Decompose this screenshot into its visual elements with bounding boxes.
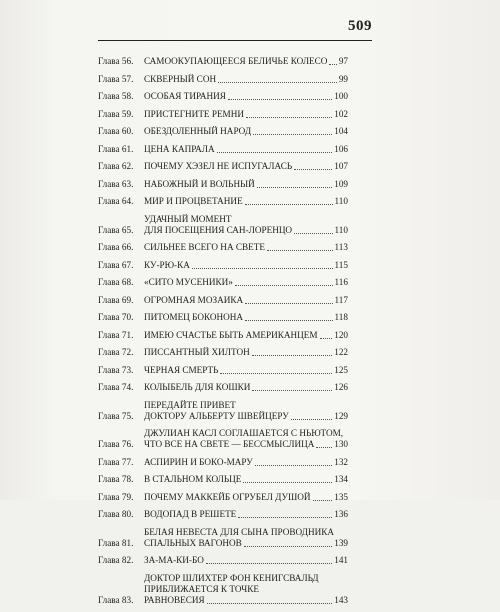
page-ref: 125 [334, 364, 348, 375]
chapter-label [98, 225, 144, 236]
dot-leader [245, 204, 333, 205]
chapter-label [98, 330, 144, 341]
toc-entry [98, 527, 348, 549]
page-ref: 110 [334, 224, 348, 235]
chapter-number: 62. [121, 161, 134, 171]
chapter-title: СИЛЬНЕЕ ВСЕГО НА СВЕТЕ [144, 242, 265, 252]
chapter-title: ЦЕНА КАПРАЛА [144, 143, 215, 154]
chapter-title: ПОЧЕМУ ХЭЗЕЛ НЕ ИСПУГАЛАСЬ [144, 161, 293, 171]
chapter-number: 58. [121, 91, 134, 101]
toc-entry [98, 144, 348, 155]
toc-entry [98, 400, 348, 422]
chapter-number: 73. [121, 364, 134, 375]
chapter-title: АСПИРИН И БОКО-МАРУ [144, 456, 253, 467]
page-ref: 113 [334, 242, 348, 252]
page-ref: 109 [334, 178, 348, 189]
chapter-number: 69. [121, 294, 134, 305]
chapter-number: 78. [121, 474, 134, 484]
toc-entry [98, 126, 348, 137]
chapter-prefix: Глава [98, 410, 120, 421]
chapter-title: ЗА-МА-КИ-БО [144, 555, 204, 565]
toc-entry [98, 214, 348, 236]
chapter-prefix: Глава [98, 474, 120, 484]
chapter-number: 74. [121, 382, 134, 392]
page-ref: 134 [334, 474, 348, 484]
chapter-title-line: ДОКТОР ШЛИХТЕР ФОН КЕНИГСВАЛЬД [144, 572, 319, 583]
chapter-number: 70. [121, 312, 134, 322]
dot-leader [294, 233, 333, 234]
toc-entry [98, 179, 348, 190]
chapter-prefix: Глава [98, 439, 120, 449]
chapter-title: ОСОБАЯ ТИРАНИЯ [144, 91, 226, 101]
toc-entry [98, 365, 348, 376]
chapter-number: 56. [121, 56, 134, 66]
chapter-number: 59. [121, 108, 134, 119]
page-ref: 132 [334, 456, 348, 467]
dot-leader [206, 563, 332, 564]
chapter-prefix: Глава [98, 594, 120, 605]
chapter-label [98, 382, 144, 393]
toc-entry [98, 56, 348, 67]
toc-entry [98, 242, 348, 253]
chapter-number: 65. [121, 224, 134, 235]
chapter-prefix: Глава [98, 509, 120, 519]
dot-leader [245, 303, 332, 304]
page-ref: 143 [334, 594, 348, 605]
chapter-title: В СТАЛЬНОМ КОЛЬЦЕ [144, 474, 242, 484]
page-ref: 129 [334, 410, 348, 421]
dot-leader [192, 268, 333, 269]
page-number: 509 [348, 18, 372, 34]
chapter-label [98, 242, 144, 253]
chapter-label [98, 312, 144, 323]
chapter-title: ОГРОМНАЯ МОЗАИКА [144, 294, 244, 305]
chapter-label [98, 74, 144, 85]
page-ref: 99 [338, 73, 348, 84]
chapter-label [98, 109, 144, 120]
chapter-number: 61. [121, 143, 134, 154]
page-ref: 117 [334, 294, 348, 305]
chapter-title: СКВЕРНЫЙ СОН [144, 73, 217, 84]
table-of-contents [98, 56, 348, 612]
toc-entry [98, 161, 348, 172]
chapter-label [98, 277, 144, 288]
dot-leader [207, 603, 333, 604]
toc-entry [98, 109, 348, 120]
chapter-number: 66. [121, 242, 134, 252]
chapter-number: 82. [121, 555, 134, 565]
chapter-label [98, 492, 144, 503]
chapter-label [98, 538, 144, 549]
page-ref: 97 [338, 56, 348, 66]
chapter-label [98, 56, 144, 67]
page-ref: 118 [334, 312, 348, 322]
toc-entry [98, 492, 348, 503]
chapter-title: ДОКТОРУ АЛЬБЕРТУ ШВЕЙЦЕРУ [144, 410, 289, 421]
dot-leader [291, 419, 332, 420]
page-ref: 100 [334, 91, 348, 101]
chapter-number: 64. [121, 196, 134, 206]
toc-entry [98, 509, 348, 520]
dot-leader [218, 82, 337, 83]
chapter-prefix: Глава [98, 224, 120, 235]
chapter-prefix: Глава [98, 108, 120, 119]
dot-leader [320, 338, 333, 339]
page-ref: 104 [334, 126, 348, 136]
chapter-prefix: Глава [98, 382, 120, 392]
chapter-number: 67. [121, 259, 134, 270]
page-ref: 139 [334, 537, 348, 548]
chapter-prefix: Глава [98, 491, 120, 502]
chapter-prefix: Глава [98, 143, 120, 154]
chapter-prefix: Глава [98, 312, 120, 322]
chapter-prefix: Глава [98, 73, 120, 84]
chapter-number: 75. [121, 410, 134, 421]
chapter-title-line: УДАЧНЫЙ МОМЕНТ [144, 213, 232, 224]
page-ref: 122 [334, 347, 348, 357]
chapter-prefix: Глава [98, 178, 120, 189]
chapter-prefix: Глава [98, 277, 120, 287]
page-ref: 136 [334, 509, 348, 519]
chapter-title: ПРИСТЕГНИТЕ РЕМНИ [144, 108, 244, 119]
chapter-title: ПИССАНТНЫЙ ХИЛТОН [144, 347, 250, 357]
chapter-number: 77. [121, 456, 134, 467]
chapter-title: ДЛЯ ПОСЕЩЕНИЯ САН-ЛОРЕНЦО [144, 224, 292, 235]
chapter-label [98, 347, 144, 358]
chapter-number: 68. [121, 277, 134, 287]
page-ref: 107 [334, 161, 348, 171]
dot-leader [255, 465, 332, 466]
toc-entry [98, 330, 348, 341]
toc-entry [98, 573, 348, 606]
toc-entry [98, 428, 348, 450]
dot-leader [245, 320, 333, 321]
chapter-title: МИР И ПРОЦВЕТАНИЕ [144, 196, 243, 206]
dot-leader [316, 447, 332, 448]
dot-leader [253, 134, 332, 135]
chapter-title: СПАЛЬНЫХ ВАГОНОВ [144, 537, 242, 548]
chapter-label [98, 595, 144, 606]
page-ref: 130 [334, 439, 348, 449]
toc-entry [98, 277, 348, 288]
chapter-label [98, 457, 144, 468]
page-ref: 120 [334, 329, 348, 340]
dot-leader [246, 117, 332, 118]
page-ref: 141 [334, 555, 348, 565]
dot-leader [252, 355, 332, 356]
chapter-prefix: Глава [98, 329, 120, 340]
chapter-title: ИМЕЮ СЧАСТЬЕ БЫТЬ АМЕРИКАНЦЕМ [144, 329, 318, 340]
chapter-label [98, 555, 144, 566]
chapter-label [98, 161, 144, 172]
chapter-number: 81. [121, 537, 134, 548]
chapter-title-line: ПРИБЛИЖАЕТСЯ К ТОЧКЕ [144, 583, 259, 594]
chapter-prefix: Глава [98, 364, 120, 375]
chapter-label [98, 91, 144, 102]
chapter-prefix: Глава [98, 91, 120, 101]
chapter-number: 76. [121, 439, 134, 449]
chapter-prefix: Глава [98, 555, 120, 565]
dot-leader [252, 390, 332, 391]
chapter-title-line: БЕЛАЯ НЕВЕСТА ДЛЯ СЫНА ПРОВОДНИКА [144, 526, 334, 537]
dot-leader [243, 482, 332, 483]
chapter-title: ПИТОМЕЦ БОКОНОНА [144, 312, 244, 322]
chapter-label [98, 126, 144, 137]
chapter-title: САМООКУПАЮЩЕЕСЯ БЕЛИЧЬЕ КОЛЕСО [144, 56, 328, 66]
page-ref: 116 [334, 277, 348, 287]
dot-leader [294, 169, 332, 170]
chapter-title: ЧЕРНАЯ СМЕРТЬ [144, 364, 219, 375]
toc-entry [98, 312, 348, 323]
chapter-prefix: Глава [98, 161, 120, 171]
toc-entry [98, 74, 348, 85]
dot-leader [267, 250, 333, 251]
dot-leader [244, 546, 332, 547]
chapter-title: ПОЧЕМУ МАККЕЙБ ОГРУБЕЛ ДУШОЙ [144, 491, 311, 502]
chapter-title: КОЛЫБЕЛЬ ДЛЯ КОШКИ [144, 382, 251, 392]
chapter-label [98, 474, 144, 485]
toc-entry [98, 457, 348, 468]
chapter-title-line: ПЕРЕДАЙТЕ ПРИВЕТ [144, 399, 236, 410]
dot-leader [217, 152, 333, 153]
chapter-label [98, 144, 144, 155]
chapter-prefix: Глава [98, 259, 120, 270]
toc-entry [98, 295, 348, 306]
chapter-label [98, 260, 144, 271]
toc-entry [98, 91, 348, 102]
dot-leader [235, 285, 333, 286]
chapter-prefix: Глава [98, 196, 120, 206]
page-ref: 115 [334, 259, 348, 270]
chapter-number: 72. [121, 347, 134, 357]
chapter-label [98, 411, 144, 422]
toc-entry [98, 555, 348, 566]
dot-leader [238, 517, 332, 518]
chapter-number: 71. [121, 329, 134, 340]
chapter-prefix: Глава [98, 294, 120, 305]
chapter-label [98, 439, 144, 450]
chapter-number: 57. [121, 73, 134, 84]
dot-leader [329, 64, 336, 65]
chapter-title: КУ-РЮ-КА [144, 259, 190, 270]
dot-leader [257, 187, 332, 188]
chapter-number: 63. [121, 178, 134, 189]
page-ref: 110 [334, 196, 348, 206]
chapter-prefix: Глава [98, 456, 120, 467]
page-ref: 102 [334, 108, 348, 119]
chapter-number: 83. [121, 594, 134, 605]
chapter-prefix: Глава [98, 347, 120, 357]
dot-leader [220, 373, 332, 374]
chapter-label [98, 295, 144, 306]
chapter-title: РАВНОВЕСИЯ [144, 594, 205, 605]
chapter-label [98, 196, 144, 207]
chapter-prefix: Глава [98, 242, 120, 252]
page-ref: 106 [334, 143, 348, 154]
chapter-label [98, 179, 144, 190]
chapter-title: ВОДОПАД В РЕШЕТЕ [144, 509, 237, 519]
chapter-prefix: Глава [98, 126, 120, 136]
chapter-label [98, 365, 144, 376]
chapter-title: НАБОЖНЫЙ И ВОЛЬНЫЙ [144, 178, 255, 189]
chapter-title-line: ДЖУЛИАН КАСЛ СОГЛАШАЕТСЯ С НЬЮТОМ, [144, 428, 344, 438]
toc-entry [98, 474, 348, 485]
page-ref: 135 [334, 491, 348, 502]
chapter-number: 79. [121, 491, 134, 502]
dot-leader [228, 99, 332, 100]
chapter-number: 60. [121, 126, 134, 136]
header-rule [98, 40, 372, 41]
chapter-prefix: Глава [98, 56, 120, 66]
chapter-title: ЧТО ВСЕ НА СВЕТЕ — БЕССМЫСЛИЦА [144, 439, 315, 449]
toc-entry [98, 382, 348, 393]
toc-entry [98, 260, 348, 271]
chapter-label [98, 509, 144, 520]
chapter-number: 80. [121, 509, 134, 519]
chapter-title: ОБЕЗДОЛЕННЫЙ НАРОД [144, 126, 252, 136]
page-ref: 126 [334, 382, 348, 392]
toc-entry [98, 196, 348, 207]
chapter-title: «СИТО МУСЕНИКИ» [144, 277, 233, 287]
chapter-prefix: Глава [98, 537, 120, 548]
toc-entry [98, 347, 348, 358]
